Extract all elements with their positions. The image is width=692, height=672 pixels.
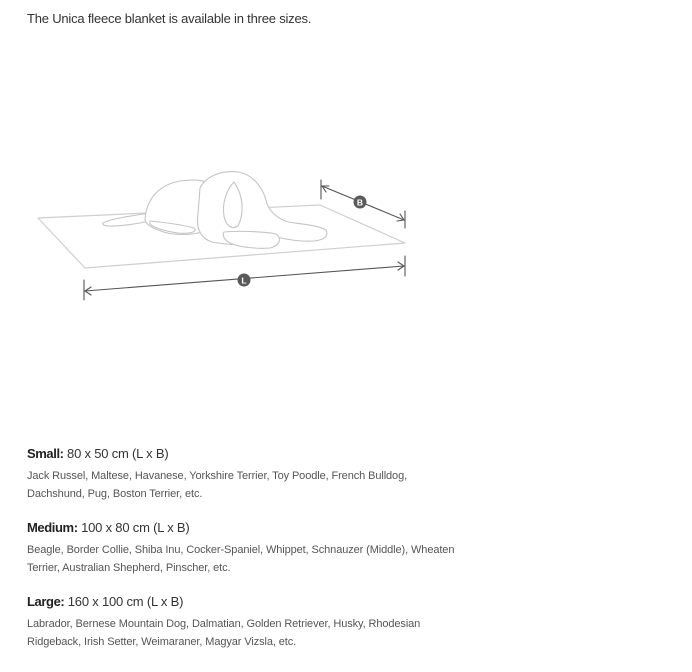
size-dimensions: 160 x 100 cm (L x B)	[67, 594, 184, 609]
breeds-line: Labrador, Bernese Mountain Dog, Dalmatian, Golden Retriever, Husky, Rhodesian	[27, 618, 421, 630]
size-breeds	[27, 467, 497, 503]
size-dimensions: 100 x 80 cm (L x B)	[81, 520, 190, 535]
size-title	[27, 520, 497, 535]
breeds-line: Dachshund, Pug, Boston Terrier, etc.	[27, 488, 203, 500]
size-name: Medium:	[27, 520, 78, 535]
size-breeds	[27, 615, 497, 651]
breeds-line: Jack Russel, Maltese, Havanese, Yorkshire Terrier, Toy Poodle, French Bulldog,	[27, 470, 408, 482]
size-small	[27, 446, 497, 503]
breeds-line: Terrier, Australian Shepherd, Pinscher, etc.	[27, 562, 231, 574]
size-large	[27, 594, 497, 651]
size-name: Large:	[27, 594, 65, 609]
intro-text: The Unica fleece blanket is available in three sizes.	[27, 11, 312, 26]
size-name: Small:	[27, 446, 64, 461]
breeds-line: Beagle, Border Collie, Shiba Inu, Cocker-Spaniel, Whippet, Schnauzer (Middle), Wheaten	[27, 544, 455, 556]
width-label: B	[356, 197, 364, 208]
blanket-size-illustration	[30, 160, 420, 310]
size-dimensions: 80 x 50 cm (L x B)	[67, 446, 169, 461]
size-medium	[27, 520, 497, 577]
size-breeds	[27, 541, 497, 577]
size-title	[27, 594, 497, 609]
dog-icon	[103, 172, 327, 249]
size-title	[27, 446, 497, 461]
breeds-line: Ridgeback, Irish Setter, Weimaraner, Magyar Vizsla, etc.	[27, 636, 297, 648]
length-label: L	[241, 275, 247, 286]
